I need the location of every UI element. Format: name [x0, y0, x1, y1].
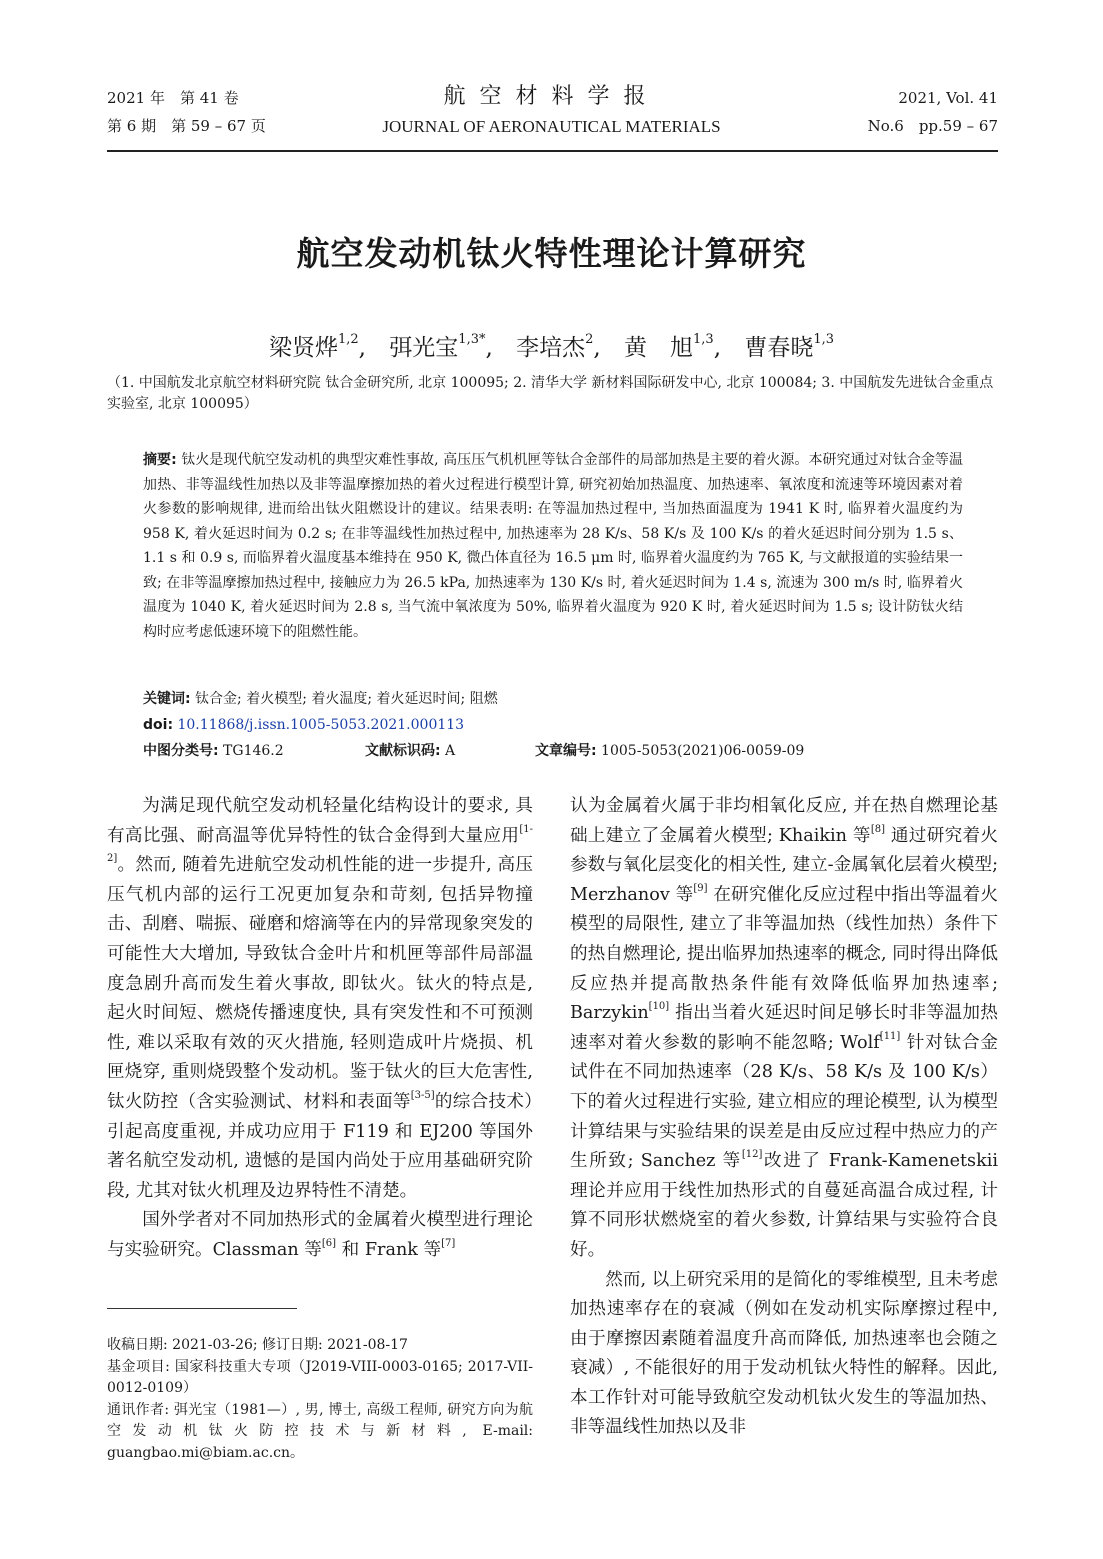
citation: [11] — [879, 1030, 901, 1042]
citation: [7] — [441, 1237, 456, 1249]
doi-link[interactable]: 10.11868/j.issn.1005-5053.2021.000113 — [173, 717, 465, 733]
citation: [1-2] — [107, 823, 533, 865]
keywords-label: 关键词: — [143, 691, 191, 707]
body-column-left — [107, 792, 533, 1266]
volume-line: 2021 年 第 41 卷 — [107, 89, 239, 107]
paper-title: 航空发动机钛火特性理论计算研究 — [296, 234, 807, 273]
abstract-text: 钛火是现代航空发动机的典型灾难性事故, 高压压气机机匣等钛合金部件的局部加热是主要的着火源。本研究通过对钛合金等温加热、非等温线性加热以及非等温摩擦加热的着火过程进行模型计算, 研究初始加热温度、加热速率、氧浓度和流速等环境因素对着火参数的影响规律, 进而给出钛火阻燃设计的建议。结果表明: 在等温加热过程中, 当加热面温度为 1941 K 时, 临界着火温度约为 958 K, 着火延迟时间为 0.2 s; 在非等温线性加热过程中, 加热速率为 28 K/s、58 K/s 及 100 K/s 的着火延迟时间分别为 1.5 s、1.1 s 和 0.9 s, 而临界着火温度基本维持在 950 K, 微凸体直径为 16.5 μm 时, 临界着火温度约为 765 K, 与文献报道的实验结果一致; 在非等温摩擦加热过程中, 接触应力为 26.5 kPa, 加热速率为 130 K/s 时, 着火延迟时间为 1.4 s, 流速为 300 m/s 时, 临界着火温度为 1040 K, 着火延迟时间为 2.8 s, 当气流中氧浓度为 50%, 临界着火温度为 920 K 时, 着火延迟时间为 1.5 s; 设计防钛火结构时应考虑低速环境下的阻燃性能。 — [143, 452, 963, 640]
author: 黄 旭$^{1,3}$, — [624, 332, 722, 361]
author: 梁贤烨$^{1,2}$, — [268, 332, 366, 361]
clc-field: 中图分类号: TG146.2 — [143, 743, 284, 759]
header-rule — [107, 150, 998, 152]
author: 李培杰$^2$, — [516, 332, 601, 361]
citation: [10] — [648, 1001, 670, 1013]
citation: [9] — [693, 882, 708, 894]
journal-name-cn: 航空材料学报 — [443, 84, 660, 109]
author-list — [0, 322, 1103, 366]
doi-label: doi: — [143, 717, 174, 733]
received-date: 收稿日期: 2021-03-26; 修订日期: 2021-08-17 — [107, 1337, 408, 1353]
issue-pages-en: No.6 pp.59 – 67 — [867, 117, 998, 135]
doc-code-field: 文献标识码: A — [365, 743, 456, 759]
author: 曹春晓$^{1,3}$ — [744, 332, 835, 361]
paragraph: 认为金属着火属于非均相氧化反应, 并在热自燃理论基础上建立了金属着火模型; Khaikin 等[8] 通过研究着火参数与氧化层变化的相关性, 建立-金属氧化层着火模型; Merzhanov 等[9] 在研究催化反应过程中指出等温着火模型的局限性, 建立了非等温加热（线性加热）条件下的热自燃理论, 提出临界加热速率的概念, 同时得出降低反应热并提高散热条件能有效降低临界加热速率; Barzykin[10] 指出当着火延迟时间足够长时非等温加热速率对着火参数的影响不能忽略; Wolf[11] 针对钛合金试件在不同加热速率（28 K/s、58 K/s 及 100 K/s）下的着火过程进行实验, 建立相应的理论模型, 认为模型计算结果与实验结果的误差是由反应过程中热应力的产生所致; Sanchez 等[12]改进了 Frank-Kamenetskii 理论并应用于线性加热形式的自蔓延高温合成过程, 计算不同形状燃烧室的着火参数, 计算结果与实验符合良好。 — [570, 796, 999, 1260]
issue-pages-line: 第 6 期 第 59 – 67 页 — [107, 117, 266, 135]
journal-name-en: JOURNAL OF AERONAUTICAL MATERIALS — [382, 117, 721, 136]
keywords-text: 钛合金; 着火模型; 着火温度; 着火延迟时间; 阻燃 — [190, 691, 498, 707]
year-volume-en: 2021, Vol. 41 — [898, 89, 998, 107]
paragraph: 为满足现代航空发动机轻量化结构设计的要求, 具有高比强、耐高温等优异特性的钛合金得到大量应用[1-2]。然而, 随着先进航空发动机性能的进一步提升, 高压压气机内部的运行工况更加复杂和苛刻, 包括异物撞击、刮磨、喘振、碰磨和熔滴等在内的异常现象突发的可能性大大增加, 导致钛合金叶片和机匣等部件局部温度急剧升高而发生着火事故, 即钛火。钛火的特点是, 起火时间短、燃烧传播速度快, 具有突发性和不可预测性, 难以采取有效的灭火措施, 轻则造成叶片烧损、机匣烧穿, 重则烧毁整个发动机。鉴于钛火的巨大危害性, 钛火防控（含实验测试、材料和表面等[3-5]的综合技术）引起高度重视, 并成功应用于 F119 和 EJ200 等国外著名航空发动机, 遗憾的是国内尚处于应用基础研究阶段, 尤其对钛火机理及边界特性不清楚。 — [107, 796, 533, 1201]
keywords — [143, 688, 498, 710]
author: 弭光宝$^{1,3*}$, — [389, 332, 493, 361]
doi-line — [143, 714, 464, 736]
affiliations: （1. 中国航发北京航空材料研究院 钛合金研究所, 北京 100095; 2. 清华大学 新材料国际研发中心, 北京 100084; 3. 中国航发先进钛合金重点实验室, 北京 100095） — [107, 375, 994, 412]
abstract-label: 摘要: — [143, 452, 177, 468]
running-header-right — [868, 88, 998, 136]
abstract — [143, 448, 963, 644]
article-number-field: 文章编号: 1005-5053(2021)06-0059-09 — [535, 743, 805, 759]
paragraph: 国外学者对不同加热形式的金属着火模型进行理论与实验研究。Classman 等[6] 和 Frank 等[7] — [107, 1210, 533, 1260]
citation: [12] — [741, 1149, 763, 1161]
fund-info: 基金项目: 国家科技重大专项（J2019-VIII-0003-0165; 2017-VII-0012-0109） — [107, 1358, 533, 1396]
corresponding-author: 通讯作者: 弭光宝（1981—）, 男, 博士, 高级工程师, 研究方向为航空发动机钛火防控技术与新材料, E-mail: guangbao.mi@biam.ac.cn。 — [107, 1401, 533, 1461]
body-column-right — [570, 792, 998, 1443]
paragraph: 然而, 以上研究采用的是简化的零维模型, 且未考虑加热速率存在的衰减（例如在发动机实际摩擦过程中, 由于摩擦因素随着温度升高而降低, 加热速率也会随之衰减）, 不能很好的用于发动机钛火特性的解释。因此, 本工作针对可能导致航空发动机钛火发生的等温加热、非等温线性加热以及非 — [570, 1269, 998, 1438]
classification-line — [143, 740, 963, 762]
footnotes — [107, 1335, 533, 1464]
citation: [3-5] — [410, 1089, 435, 1101]
citation: [6] — [321, 1237, 337, 1249]
footnote-rule — [107, 1308, 297, 1309]
citation: [8] — [870, 823, 885, 835]
